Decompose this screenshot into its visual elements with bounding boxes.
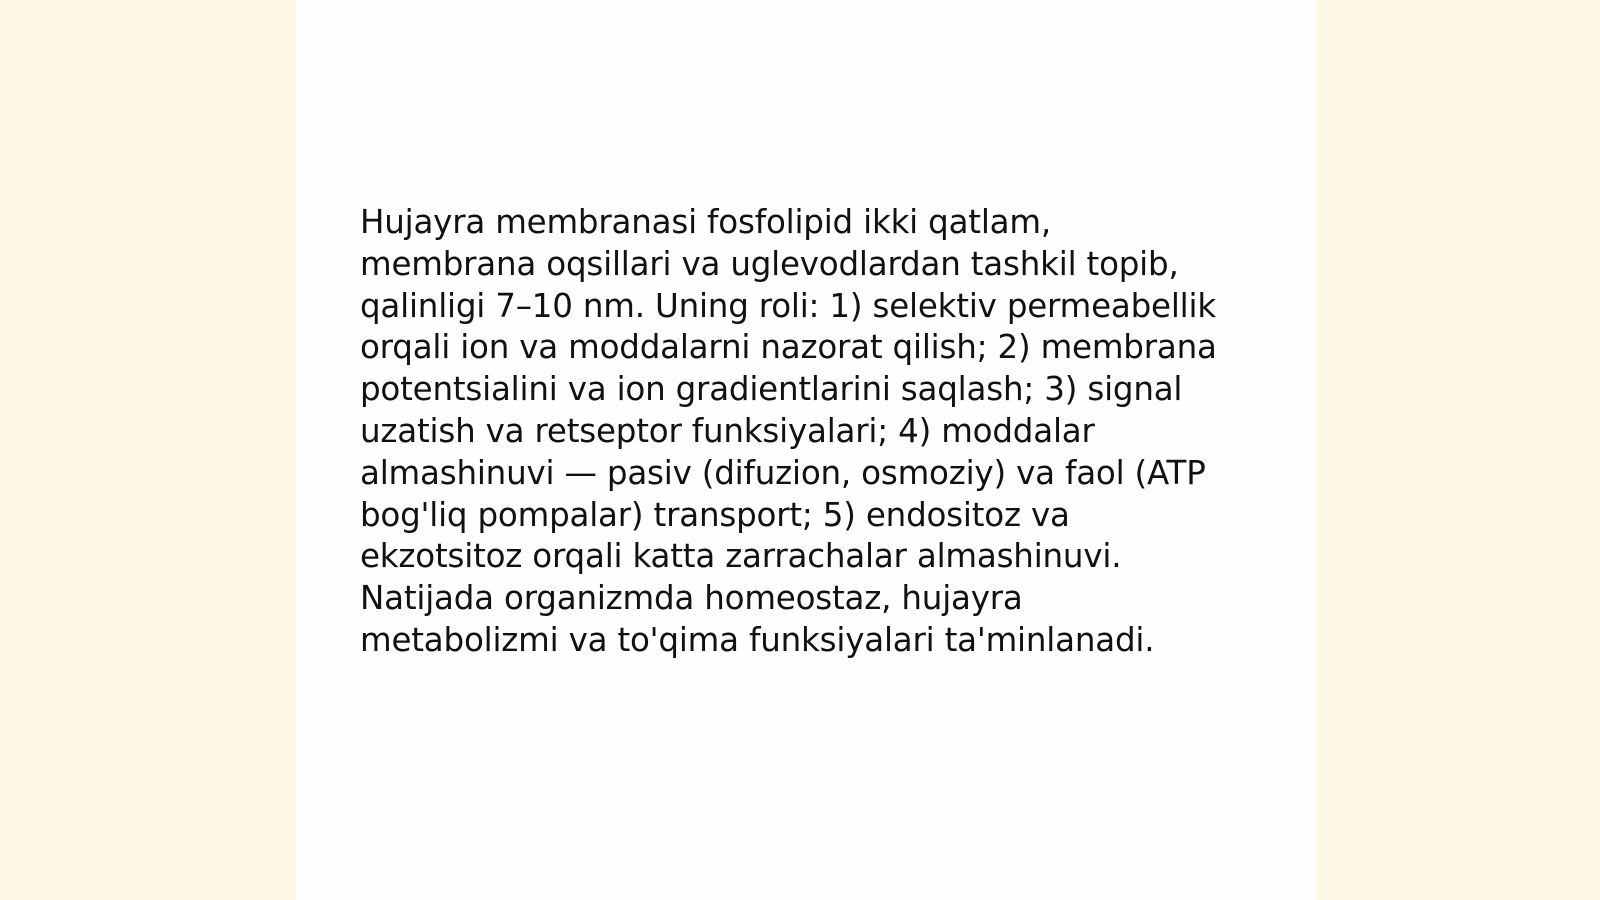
paragraph-line: membrana oqsillari va uglevodlardan tashkil topib, xyxy=(360,244,1179,283)
paragraph-line: Hujayra membranasi fosfolipid ikki qatlam, xyxy=(360,203,1051,241)
document-sheet xyxy=(296,0,1316,900)
paragraph-line: ekzotsitoz orqali katta zarrachalar almashinuvi. xyxy=(360,537,1122,576)
paragraph-line: potentsialini va ion gradientlarini saqlash; 3) signal xyxy=(360,370,1183,409)
body-paragraph xyxy=(360,202,1240,662)
paragraph-line: qalinligi 7–10 nm. Uning roli: 1) selektiv permeabellik xyxy=(360,286,1216,325)
paragraph-line: uzatish va retseptor funksiyalari; 4) moddalar xyxy=(360,411,1095,450)
paragraph-line: orqali ion va moddalarni nazorat qilish; 2) membrana xyxy=(360,328,1217,367)
paragraph-line: almashinuvi — pasiv (difuzion, osmoziy) va faol (ATP xyxy=(360,453,1206,492)
paragraph-line: metabolizmi va to'qima funksiyalari ta'minlanadi. xyxy=(360,620,1155,659)
paragraph-line: Natijada organizmda homeostaz, hujayra xyxy=(360,579,1023,618)
paragraph-line: bog'liq pompalar) transport; 5) endositoz va xyxy=(360,495,1070,534)
